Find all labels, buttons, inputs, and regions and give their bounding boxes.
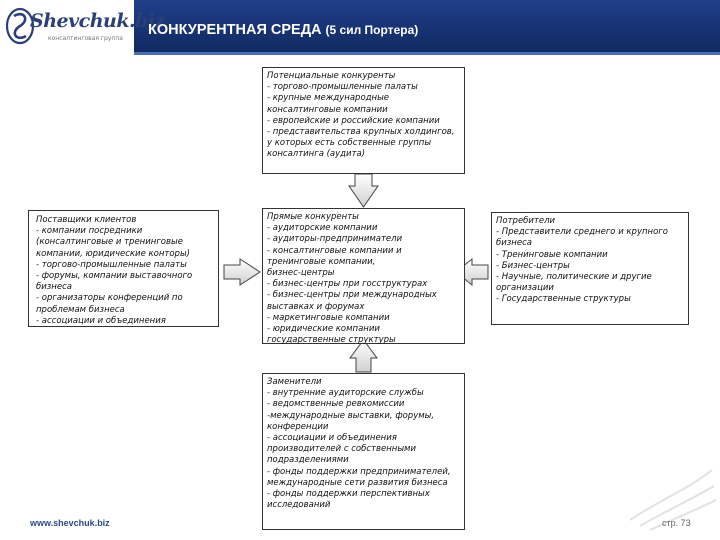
box-list-item: - ассоциации и объединения [36, 315, 166, 326]
box-list-item: - фонды поддержки предпринимателей, международные сети развития бизнеса [267, 466, 451, 488]
box-list-item: - ассоциации и объединения производителей с собственными подразделениями [267, 433, 416, 466]
box-list-item: - Представители среднего и крупного бизнеса [496, 227, 668, 249]
box-list-item: -международные выставки, форумы, конференции [267, 410, 435, 432]
box-heading: Потенциальные конкуренты [267, 71, 396, 81]
box-list-item: - европейские и российские компании [267, 115, 440, 126]
box-item-list [267, 82, 460, 160]
box-list-item: - аудиторы-предприниматели [267, 234, 403, 245]
box-list-item: - аудиторские компании [267, 223, 378, 234]
box-list-item: - бизнес-центры при международных выставках и форумах [267, 290, 437, 312]
box-item-list [36, 226, 211, 327]
page-number: стр. 73 [662, 518, 691, 528]
box-list-item: - торгово-промышленные палаты [267, 82, 418, 93]
box-direct-competitors [262, 208, 465, 344]
box-list-item: - Государственные структуры [496, 294, 631, 305]
arrow-down-from-potential [349, 174, 378, 207]
box-list-item: - организаторы конференций по проблемам бизнеса [36, 293, 183, 315]
box-list-item: - ведомственные ревкомиссии [267, 399, 405, 410]
box-list-item: - внутренние аудиторские службы [267, 388, 424, 399]
box-heading: Потребители [496, 216, 556, 226]
box-list-item: - маркетинговые компании [267, 312, 390, 323]
box-list-item: - консалтинговые компании и тренинговые компании, [267, 245, 402, 267]
box-list-item: - Научные, политические и другие организации [496, 272, 652, 294]
box-heading: Поставщики клиентов [36, 215, 137, 225]
box-list-item: - юридические компании [267, 324, 380, 335]
box-heading: Заменители [267, 377, 322, 387]
box-heading: Прямые конкуренты [267, 212, 359, 222]
box-client-suppliers [32, 212, 215, 325]
box-list-item: - торгово-промышленные палаты [36, 259, 187, 270]
logo-text: Shevchuk.biz [30, 10, 165, 32]
box-list-item: - крупные международные консалтинговые компании [267, 93, 390, 115]
box-list-item: - Бизнес-центры [496, 260, 570, 271]
box-list-item: - Тренинговые компании [496, 249, 608, 260]
box-substitutes [262, 373, 465, 530]
footer-url-link[interactable]: www.shevchuk.biz [30, 518, 110, 528]
box-potential-competitors [262, 67, 465, 174]
logo-subtitle: консалтинговая группа [48, 35, 123, 42]
box-item-list [267, 223, 460, 346]
box-list-item: - бизнес-центры при госструктурах [267, 279, 428, 290]
box-list-item: бизнес-центры [267, 268, 335, 279]
box-list-item: - фонды поддержки перспективных исследований [267, 489, 430, 511]
box-item-list [267, 388, 460, 511]
box-list-item: - форумы, компании выставочного бизнеса [36, 271, 193, 293]
box-item-list [496, 227, 684, 305]
title-main: КОНКУРЕНТНАЯ СРЕДА [148, 22, 322, 38]
arrow-right-from-suppliers [224, 259, 260, 285]
title-subtitle: (5 сил Портера) [325, 23, 419, 37]
box-list-item: - представительства крупных холдингов, у которых есть собственные группы консалтинга (аудита) [267, 127, 455, 160]
box-consumers [491, 212, 689, 325]
box-list-item: - компании посредники (консалтинговые и тренинговые компании, юридические конторы) [36, 226, 190, 259]
box-list-item: государственные структуры [267, 335, 396, 346]
